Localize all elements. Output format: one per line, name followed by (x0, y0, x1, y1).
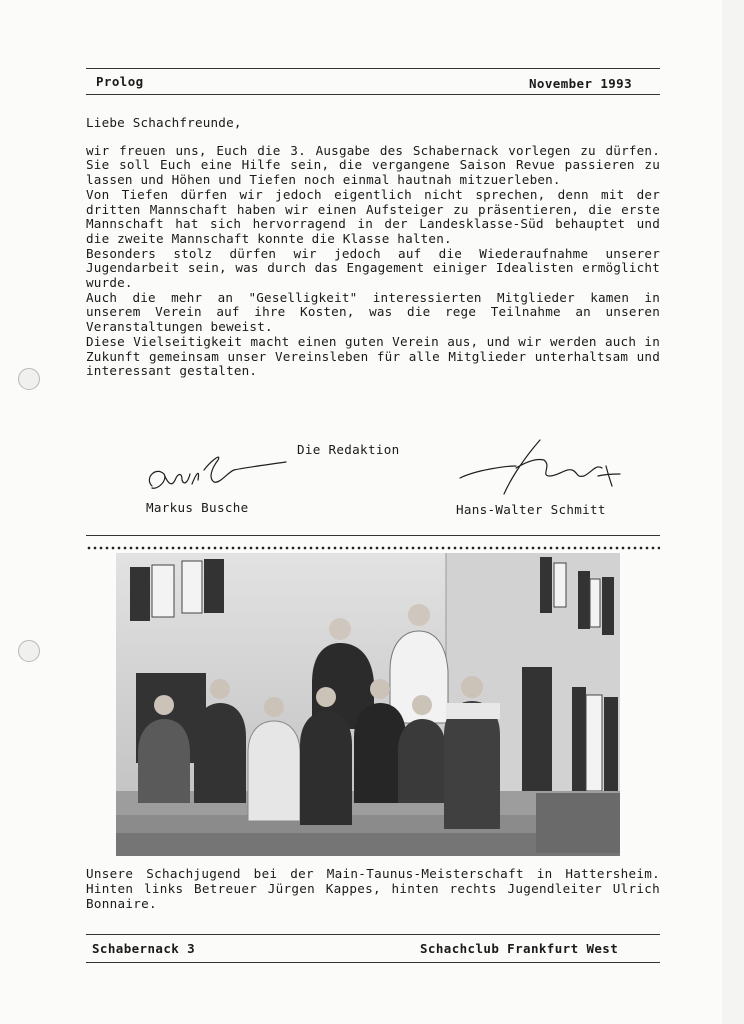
letter-paragraph: Diese Vielseitigkeit macht einen guten Verein aus, und wir werden auch in Zukunft gemeinsam unser Vereinsleben für alle Mitglieder unterhaltsam und interessant gestalten. (86, 333, 660, 379)
letter-paragraph: Besonders stolz dürfen wir jedoch auf die Wiederaufnahme unserer Jugendarbeit sein, was durch das Engagement einiger Idealisten ermöglicht wurde. (86, 245, 660, 291)
closing-redaktion: Die Redaktion (297, 442, 400, 457)
letter-paragraph: Von Tiefen dürfen wir jedoch eigentlich nicht sprechen, denn mit der dritten Mannschaft haben wir einen Aufsteiger zu präsentieren, die erste Mannschaft hat sich hervorragend in der Landesklasse-Süd behauptet und die zweite Mannschaft konnte die Klasse halten. (86, 186, 660, 246)
signer-name-right: Hans-Walter Schmitt (456, 502, 606, 517)
signature-hans-walter-schmitt (456, 436, 626, 502)
footer-club-name: Schachclub Frankfurt West (420, 941, 619, 956)
letter-paragraph: wir freuen uns, Euch die 3. Ausgabe des Schabernack vorlegen zu dürfen. Sie soll Euch eine Hilfe sein, die vergangene Saison Revue passieren zu lassen und Höhen und Tiefen noch einmal hautnah mitzuerleben. (86, 142, 660, 188)
header-top-rule (86, 68, 660, 69)
punch-hole-lower (18, 640, 40, 662)
letter-greeting: Liebe Schachfreunde, (86, 115, 242, 130)
footer-bottom-rule (86, 962, 660, 963)
footer-publication: Schabernack 3 (92, 941, 196, 956)
footer-top-rule (86, 934, 660, 935)
header-bottom-rule (86, 94, 660, 95)
section-divider (86, 535, 660, 536)
signer-name-left: Markus Busche (146, 500, 249, 515)
signature-markus-busche (138, 444, 298, 502)
header-date: November 1993 (529, 76, 633, 91)
dotted-border (86, 546, 660, 550)
letter-paragraph: Auch die mehr an "Geselligkeit" interessierten Mitglieder kamen in unserem Verein auf ihre Kosten, was die rege Teilnahme an unseren Veranstaltungen beweist. (86, 289, 660, 335)
header-section-title: Prolog (96, 74, 144, 89)
punch-hole-upper (18, 368, 40, 390)
photo-caption: Unsere Schachjugend bei der Main-Taunus-Meisterschaft in Hattersheim. Hinten links Betreuer Jürgen Kappes, hinten rechts Jugendleiter Ulrich Bonnaire. (86, 866, 660, 911)
letter-body (86, 116, 660, 379)
group-photo (116, 553, 620, 856)
